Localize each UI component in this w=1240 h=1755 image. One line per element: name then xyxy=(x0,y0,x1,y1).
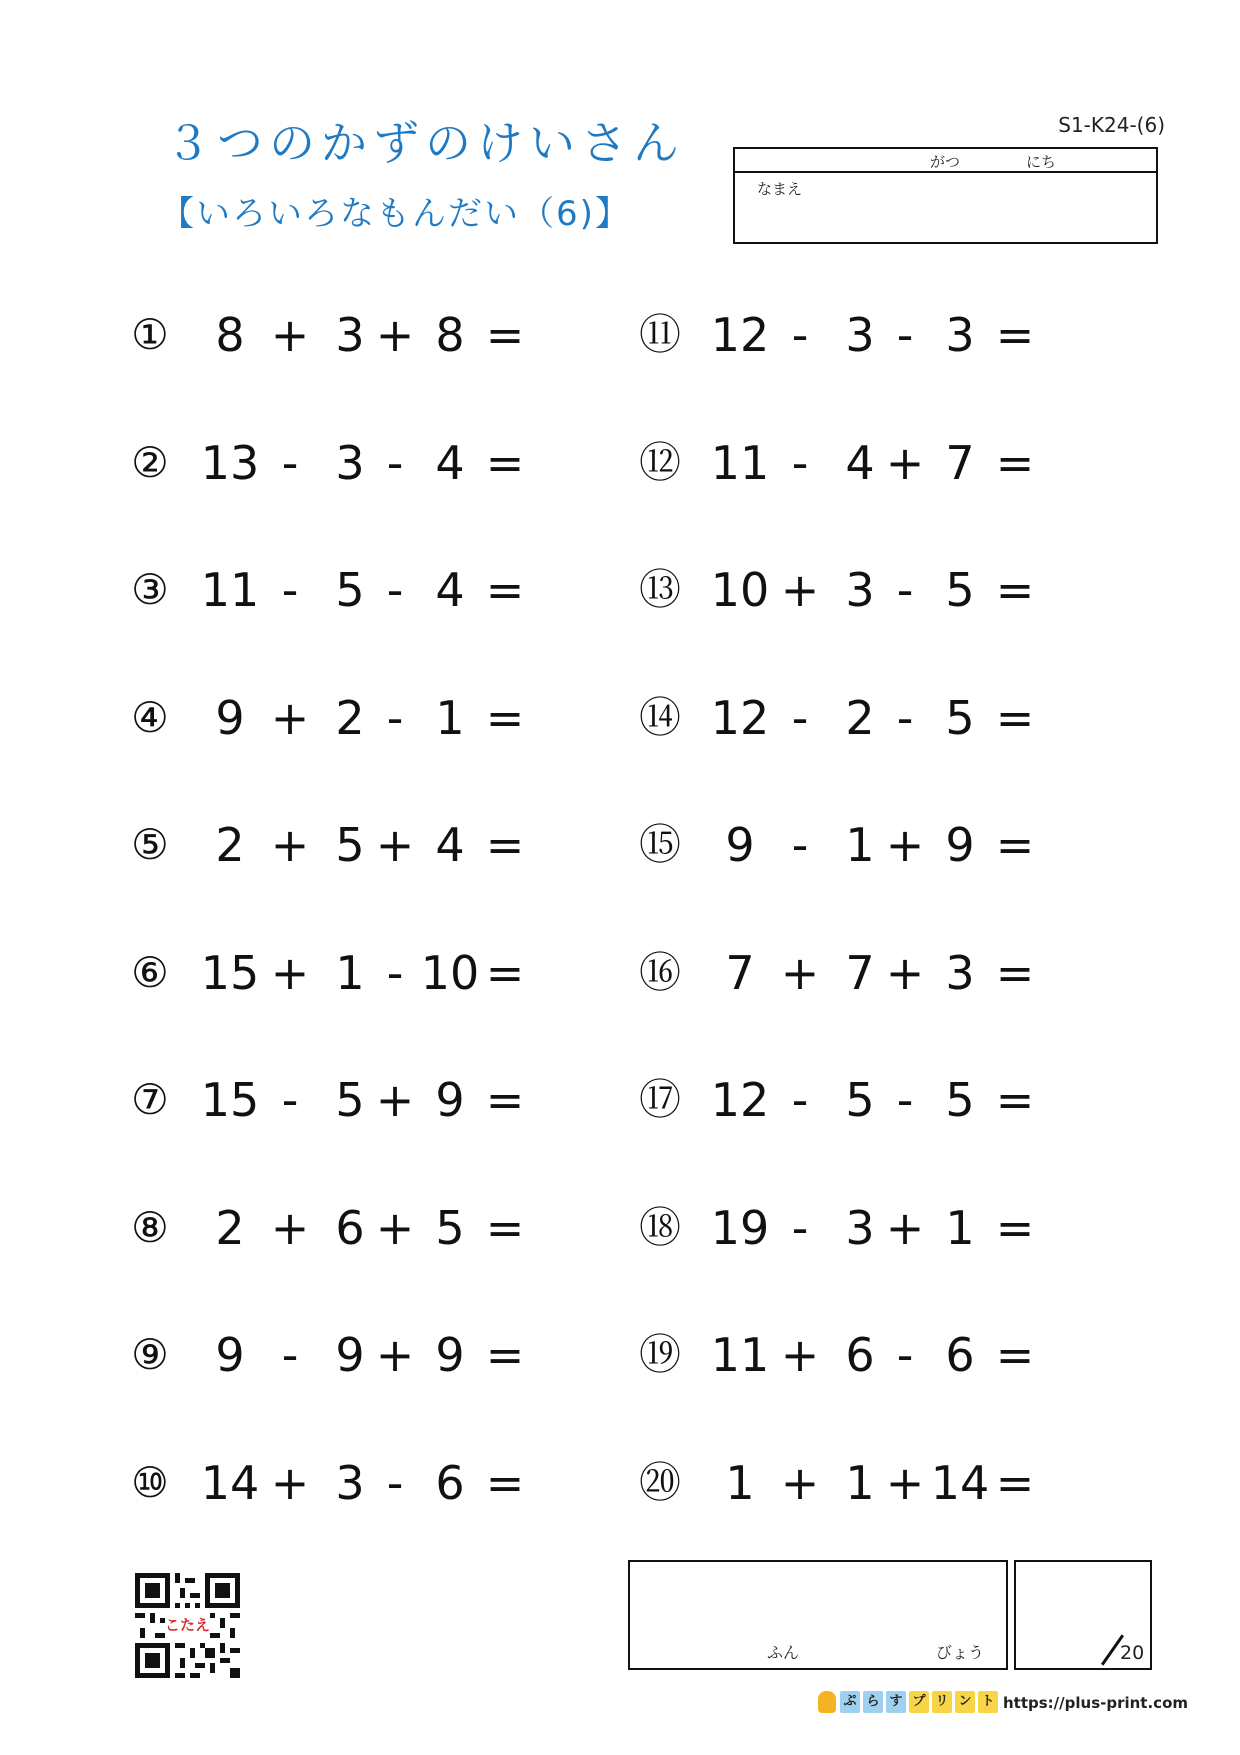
second-operand: 2 xyxy=(845,690,875,745)
first-operator: - xyxy=(791,690,809,745)
equals-sign: = xyxy=(995,1073,1035,1127)
first-operator: + xyxy=(270,945,310,1000)
equals-sign: = xyxy=(485,435,525,490)
second-operator: + xyxy=(375,1073,415,1127)
problem-number: ⑯ xyxy=(638,947,681,997)
second-operand: 1 xyxy=(335,945,365,1000)
logo-char: ぷ xyxy=(840,1691,860,1713)
equals-sign: = xyxy=(995,690,1035,745)
equals-sign: = xyxy=(485,1073,525,1127)
problem-item xyxy=(630,1325,1150,1385)
third-operand: 5 xyxy=(945,563,975,617)
first-operator: - xyxy=(791,818,809,872)
first-operator: + xyxy=(270,1200,310,1255)
problem-item xyxy=(120,1453,640,1513)
equals-sign: = xyxy=(995,1455,1035,1510)
second-operator: + xyxy=(885,945,925,1000)
problem-number: ① xyxy=(131,310,169,359)
score-box xyxy=(1014,1560,1152,1670)
second-operator: - xyxy=(386,1455,404,1510)
third-operand: 14 xyxy=(930,1455,990,1510)
seconds-label: びょう xyxy=(936,1643,985,1662)
first-operator: - xyxy=(281,1073,299,1127)
problem-number: ⑲ xyxy=(638,1330,681,1379)
second-operand: 3 xyxy=(335,1455,365,1510)
equals-sign: = xyxy=(485,945,525,1000)
first-operator: - xyxy=(791,1073,809,1127)
equals-sign: = xyxy=(485,1455,525,1510)
first-operand: 15 xyxy=(200,1073,260,1127)
score-total: 20 xyxy=(1120,1642,1145,1664)
first-operand: 1 xyxy=(725,1455,755,1510)
problem-number: ⑰ xyxy=(638,1075,681,1124)
problem-item xyxy=(120,433,640,493)
equals-sign: = xyxy=(485,563,525,617)
second-operator: - xyxy=(896,1073,914,1127)
first-operand: 9 xyxy=(725,818,755,872)
second-operator: - xyxy=(896,690,914,745)
first-operator: - xyxy=(791,435,809,490)
problem-item xyxy=(120,815,640,875)
second-operand: 5 xyxy=(845,1073,875,1127)
first-operand: 9 xyxy=(215,690,245,745)
equals-sign: = xyxy=(995,945,1035,1000)
first-operand: 11 xyxy=(200,563,260,617)
third-operand: 10 xyxy=(420,945,480,1000)
problem-number: ⑦ xyxy=(131,1075,169,1124)
third-operand: 9 xyxy=(435,1073,465,1127)
equals-sign: = xyxy=(995,1200,1035,1255)
answer-qr-code[interactable] xyxy=(135,1573,240,1678)
equals-sign: = xyxy=(995,818,1035,872)
first-operand: 10 xyxy=(710,563,770,617)
first-operand: 12 xyxy=(710,690,770,745)
problem-number: ⑫ xyxy=(638,437,681,487)
problem-number: ⑤ xyxy=(131,820,169,869)
third-operand: 4 xyxy=(435,435,465,490)
third-operand: 7 xyxy=(945,435,975,490)
third-operand: 3 xyxy=(945,308,975,362)
problem-number: ⑱ xyxy=(638,1202,681,1252)
problem-item xyxy=(630,1198,1150,1258)
problem-number: ④ xyxy=(131,692,169,742)
problem-number: ③ xyxy=(131,565,169,614)
first-operand: 8 xyxy=(215,308,245,362)
second-operand: 2 xyxy=(335,690,365,745)
third-operand: 8 xyxy=(435,308,465,362)
second-operand: 3 xyxy=(845,308,875,362)
first-operand: 2 xyxy=(215,1200,245,1255)
first-operand: 19 xyxy=(710,1200,770,1255)
problem-number: ⑮ xyxy=(638,820,681,869)
problem-number: ⑧ xyxy=(131,1202,169,1252)
second-operand: 1 xyxy=(845,1455,875,1510)
problem-number: ② xyxy=(131,437,169,487)
first-operator: + xyxy=(270,308,310,362)
second-operator: + xyxy=(885,435,925,490)
qr-answer-label: こたえ xyxy=(164,1616,210,1634)
problem-item xyxy=(120,943,640,1003)
problem-item xyxy=(120,688,640,748)
second-operand: 3 xyxy=(335,435,365,490)
problem-number: ⑥ xyxy=(131,947,169,997)
second-operand: 5 xyxy=(335,818,365,872)
problem-number: ⑬ xyxy=(638,565,681,614)
second-operator: - xyxy=(386,435,404,490)
problem-item xyxy=(120,1070,640,1130)
second-operand: 3 xyxy=(335,308,365,362)
logo-char: ン xyxy=(955,1691,975,1713)
first-operator: - xyxy=(791,308,809,362)
equals-sign: = xyxy=(995,1328,1035,1382)
third-operand: 3 xyxy=(945,945,975,1000)
logo-char: す xyxy=(886,1691,906,1713)
first-operand: 14 xyxy=(200,1455,260,1510)
third-operand: 4 xyxy=(435,563,465,617)
first-operator: - xyxy=(281,1328,299,1382)
third-operand: 9 xyxy=(435,1328,465,1382)
problem-number: ⑪ xyxy=(638,310,681,359)
equals-sign: = xyxy=(995,563,1035,617)
first-operator: - xyxy=(281,563,299,617)
first-operator: + xyxy=(780,945,820,1000)
equals-sign: = xyxy=(485,818,525,872)
first-operator: + xyxy=(780,1328,820,1382)
third-operand: 5 xyxy=(945,1073,975,1127)
problem-item xyxy=(120,560,640,620)
first-operator: - xyxy=(791,1200,809,1255)
first-operand: 12 xyxy=(710,1073,770,1127)
first-operand: 15 xyxy=(200,945,260,1000)
problem-item xyxy=(630,305,1150,365)
second-operator: + xyxy=(375,1328,415,1382)
first-operator: + xyxy=(270,1455,310,1510)
equals-sign: = xyxy=(485,690,525,745)
third-operand: 1 xyxy=(435,690,465,745)
first-operator: + xyxy=(780,1455,820,1510)
problem-number: ⑭ xyxy=(638,692,681,742)
second-operator: - xyxy=(896,1328,914,1382)
second-operator: + xyxy=(375,308,415,362)
third-operand: 4 xyxy=(435,818,465,872)
second-operand: 5 xyxy=(335,1073,365,1127)
name-date-box xyxy=(733,147,1158,244)
second-operand: 6 xyxy=(845,1328,875,1382)
second-operator: + xyxy=(885,1455,925,1510)
second-operator: + xyxy=(885,818,925,872)
worksheet-title: ３つのかずのけいさん xyxy=(165,116,685,170)
third-operand: 9 xyxy=(945,818,975,872)
second-operand: 5 xyxy=(335,563,365,617)
mascot-icon xyxy=(818,1691,836,1713)
site-url-link[interactable]: https://plus-print.com xyxy=(1003,1694,1189,1712)
second-operator: + xyxy=(375,1200,415,1255)
problem-number: ⑩ xyxy=(131,1457,169,1507)
second-operand: 3 xyxy=(845,563,875,617)
first-operand: 13 xyxy=(200,435,260,490)
equals-sign: = xyxy=(995,308,1035,362)
first-operator: + xyxy=(780,563,820,617)
second-operator: + xyxy=(375,818,415,872)
first-operand: 9 xyxy=(215,1328,245,1382)
third-operand: 6 xyxy=(435,1455,465,1510)
third-operand: 6 xyxy=(945,1328,975,1382)
problem-item xyxy=(630,1453,1150,1513)
second-operator: + xyxy=(885,1200,925,1255)
third-operand: 5 xyxy=(435,1200,465,1255)
first-operator: + xyxy=(270,690,310,745)
problem-item xyxy=(630,943,1150,1003)
first-operand: 12 xyxy=(710,308,770,362)
logo-char: プ xyxy=(909,1691,929,1713)
month-label: がつ xyxy=(930,153,961,171)
problem-item xyxy=(630,1070,1150,1130)
problem-item xyxy=(120,1198,640,1258)
equals-sign: = xyxy=(485,1328,525,1382)
first-operator: - xyxy=(281,435,299,490)
third-operand: 1 xyxy=(945,1200,975,1255)
problem-item xyxy=(630,560,1150,620)
problem-item xyxy=(120,1325,640,1385)
second-operator: - xyxy=(386,563,404,617)
first-operand: 11 xyxy=(710,435,770,490)
problem-item xyxy=(630,688,1150,748)
problem-item xyxy=(630,815,1150,875)
logo-char: ト xyxy=(978,1691,998,1713)
second-operator: - xyxy=(386,945,404,1000)
second-operator: - xyxy=(896,308,914,362)
problem-item xyxy=(630,433,1150,493)
logo-char: ら xyxy=(863,1691,883,1713)
problem-number: ⑳ xyxy=(638,1457,681,1507)
first-operand: 11 xyxy=(710,1328,770,1382)
second-operand: 1 xyxy=(845,818,875,872)
second-operand: 9 xyxy=(335,1328,365,1382)
equals-sign: = xyxy=(995,435,1035,490)
problem-item xyxy=(120,305,640,365)
equals-sign: = xyxy=(485,1200,525,1255)
first-operator: + xyxy=(270,818,310,872)
worksheet-code: S1-K24-(6) xyxy=(1058,113,1165,137)
third-operand: 5 xyxy=(945,690,975,745)
first-operand: 7 xyxy=(725,945,755,1000)
minutes-label: ふん xyxy=(767,1643,800,1662)
second-operator: - xyxy=(896,563,914,617)
first-operand: 2 xyxy=(215,818,245,872)
name-label: なまえ xyxy=(757,180,803,198)
day-label: にち xyxy=(1026,153,1057,171)
equals-sign: = xyxy=(485,308,525,362)
second-operand: 4 xyxy=(845,435,875,490)
second-operator: - xyxy=(386,690,404,745)
second-operand: 6 xyxy=(335,1200,365,1255)
second-operand: 3 xyxy=(845,1200,875,1255)
worksheet-subtitle: 【いろいろなもんだい（6)】 xyxy=(160,194,631,234)
second-operand: 7 xyxy=(845,945,875,1000)
time-record-box xyxy=(628,1560,1008,1670)
date-line xyxy=(735,149,1156,173)
logo-char: リ xyxy=(932,1691,952,1713)
problem-number: ⑨ xyxy=(131,1330,169,1379)
